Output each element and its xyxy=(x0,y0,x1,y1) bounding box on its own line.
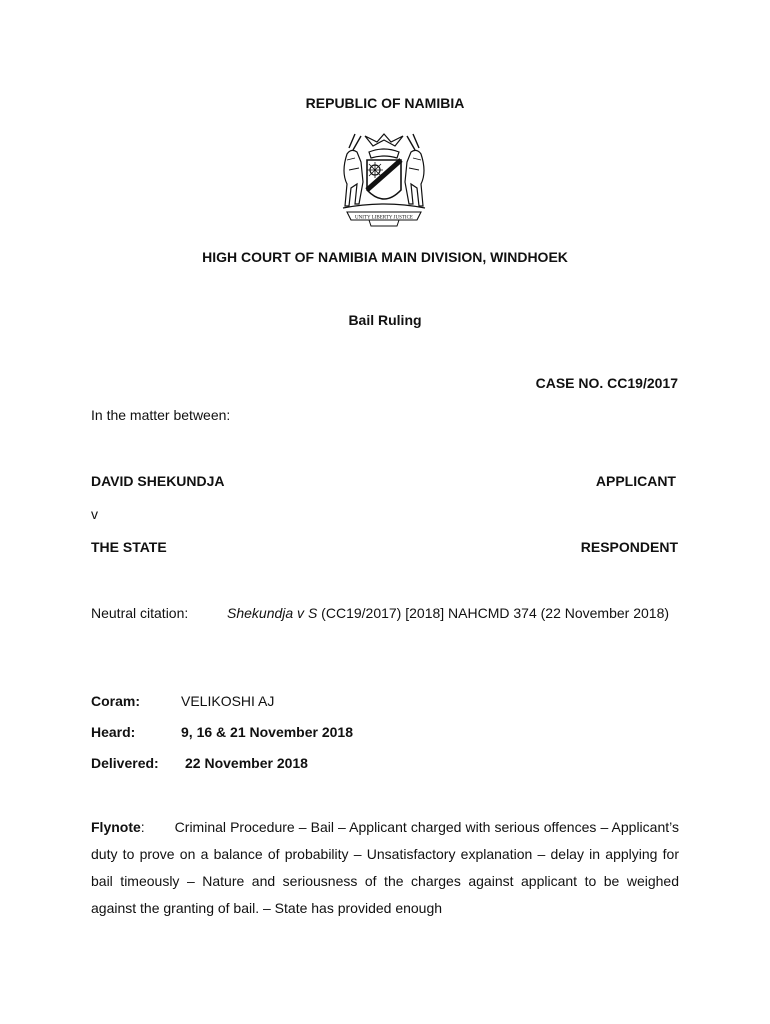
republic-heading: REPUBLIC OF NAMIBIA xyxy=(305,95,465,111)
court-heading: HIGH COURT OF NAMIBIA MAIN DIVISION, WINDHOEK xyxy=(202,249,568,265)
ruling-type-heading: Bail Ruling xyxy=(348,312,422,328)
coram-value: VELIKOSHI AJ xyxy=(181,693,275,709)
respondent-name: THE STATE xyxy=(91,539,167,555)
heard-row xyxy=(91,724,353,740)
flynote-paragraph xyxy=(91,814,679,922)
delivered-label: Delivered: xyxy=(91,755,159,771)
respondent-role: RESPONDENT xyxy=(580,539,678,555)
citation-label: Neutral citation: xyxy=(91,605,189,621)
matter-intro: In the matter between: xyxy=(91,407,231,423)
neutral-citation xyxy=(91,603,679,623)
flynote-text: Criminal Procedure – Bail – Applicant charged with serious offences – Applicant’s duty to prove on a balance of probability – Unsatisfactory explanation – delay in applying for bail timeously – Nature and seriousness of the charges against applicant to be weighed against the granting of bail. – State has provided enough xyxy=(91,819,679,916)
citation-text: (CC19/2017) [2018] NAHCMD 374 (22 November 2018) xyxy=(317,605,670,621)
applicant-role: APPLICANT xyxy=(595,473,676,489)
delivered-value: 22 November 2018 xyxy=(185,755,308,771)
crest-motto: UNITY LIBERTY JUSTICE xyxy=(355,215,413,221)
versus-text: v xyxy=(91,506,98,522)
applicant-name: DAVID SHEKUNDJA xyxy=(91,473,225,489)
coram-row xyxy=(91,693,274,709)
heard-value: 9, 16 & 21 November 2018 xyxy=(181,724,353,740)
coram-label: Coram: xyxy=(91,693,141,709)
coat-of-arms-icon xyxy=(333,128,435,228)
flynote-colon: : xyxy=(140,819,145,835)
heard-label: Heard: xyxy=(91,724,136,740)
citation-case-name: Shekundja v S xyxy=(227,605,318,621)
delivered-row xyxy=(91,755,308,771)
case-number: CASE NO. CC19/2017 xyxy=(535,375,678,391)
flynote-label: Flynote xyxy=(91,819,141,835)
